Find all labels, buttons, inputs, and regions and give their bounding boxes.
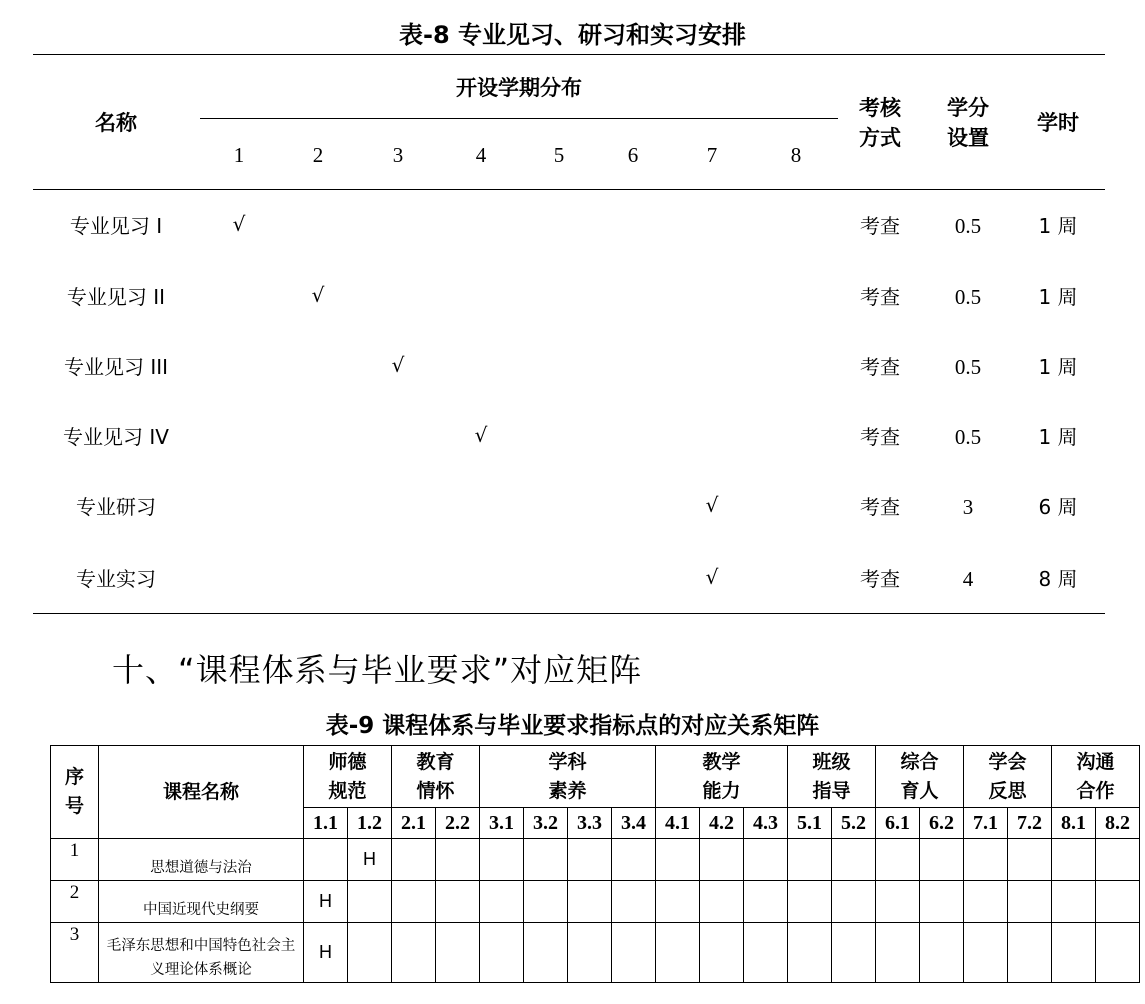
table9-matrix-cell xyxy=(348,881,392,923)
table8-semester-rule xyxy=(200,118,838,119)
table8-row-duration: 1 周 xyxy=(1038,285,1078,309)
table8-header-credits xyxy=(928,93,1008,153)
table8-row-credits: 4 xyxy=(962,567,974,591)
table9-indicator-header: 3.4 xyxy=(612,808,656,839)
table9-matrix-cell xyxy=(656,881,700,923)
table9-group-header xyxy=(964,746,1052,808)
table9-group-header xyxy=(876,746,964,808)
table8-row-check-mark: √ xyxy=(311,283,325,307)
table8-semester-header-7: 7 xyxy=(706,143,718,167)
table9-matrix-cell xyxy=(920,839,964,881)
table9-matrix-cell xyxy=(392,839,436,881)
table9-matrix-cell xyxy=(964,923,1008,983)
group-label-line2: 规范 xyxy=(328,779,367,802)
table9-group-header xyxy=(480,746,656,808)
table9-matrix-cell xyxy=(568,923,612,983)
table8-header-assessment xyxy=(840,93,920,153)
table9-matrix-cell xyxy=(920,923,964,983)
table8-row-name: 专业见习 III xyxy=(63,355,169,379)
table8-row-duration: 8 周 xyxy=(1038,567,1078,591)
group-label-line1: 教育 xyxy=(416,750,455,773)
table8-row-credits: 0.5 xyxy=(954,214,982,238)
table8-semester-header-1: 1 xyxy=(233,143,245,167)
assessment-line2: 方式 xyxy=(859,126,901,150)
group-label-line2: 合作 xyxy=(1076,779,1115,802)
table9-indicator-header: 1.2 xyxy=(348,808,392,839)
table9-group-header xyxy=(304,746,392,808)
table8-top-rule xyxy=(33,54,1105,55)
table9-matrix-cell xyxy=(876,839,920,881)
table9-row-course-name xyxy=(99,923,304,983)
table8-header-name: 名称 xyxy=(95,111,137,135)
table9-matrix-cell xyxy=(1052,839,1096,881)
table8-semester-header-8: 8 xyxy=(790,143,802,167)
table8-row-credits: 0.5 xyxy=(954,425,982,449)
table9-matrix-cell xyxy=(612,839,656,881)
table9-matrix-cell xyxy=(700,881,744,923)
table9-matrix-cell xyxy=(392,881,436,923)
group-label-line1: 师德 xyxy=(328,750,367,773)
table9-matrix-cell xyxy=(744,839,788,881)
table9-matrix-cell xyxy=(788,923,832,983)
table8-semester-header-4: 4 xyxy=(475,143,487,167)
table8-row-assessment: 考查 xyxy=(860,567,900,591)
table9-matrix-cell xyxy=(480,839,524,881)
group-label-line2: 能力 xyxy=(702,779,741,802)
table9-matrix-cell: H xyxy=(304,881,348,923)
table8-row-check-mark: √ xyxy=(705,493,719,517)
table8-header-rule xyxy=(33,189,1105,190)
table9-indicator-header: 4.2 xyxy=(700,808,744,839)
table9-matrix-cell xyxy=(1096,839,1140,881)
table8-row-name: 专业实习 xyxy=(76,567,156,591)
table9-row-course-name xyxy=(99,839,304,881)
table8-row-check-mark: √ xyxy=(474,423,488,447)
table9-matrix-cell xyxy=(788,839,832,881)
table8-row-assessment: 考查 xyxy=(860,495,900,519)
course-name-line1: 毛泽东思想和中国特色社会主 xyxy=(106,938,296,954)
table9-matrix-cell xyxy=(832,881,876,923)
table8-row-name: 专业见习 I xyxy=(69,214,163,238)
table8-row-assessment: 考查 xyxy=(860,425,900,449)
table9-matrix-cell xyxy=(1052,881,1096,923)
table9-matrix-cell xyxy=(832,923,876,983)
table9-matrix-cell xyxy=(1008,881,1052,923)
table9-indicator-header: 4.3 xyxy=(744,808,788,839)
table8-semester-header-3: 3 xyxy=(392,143,404,167)
course-name-line1: 思想道德与法治 xyxy=(150,860,252,876)
table8-row-duration: 1 周 xyxy=(1038,425,1078,449)
table9-title: 表-9 课程体系与毕业要求指标点的对应关系矩阵 xyxy=(325,713,820,739)
table8-semester-header-5: 5 xyxy=(553,143,565,167)
table9-matrix-cell xyxy=(480,923,524,983)
table9-group-header xyxy=(392,746,480,808)
table9-matrix-cell xyxy=(304,839,348,881)
table9-indicator-header: 8.2 xyxy=(1096,808,1140,839)
table8-row-assessment: 考查 xyxy=(860,285,900,309)
table8-header-semester-group: 开设学期分布 xyxy=(456,76,582,100)
table9-matrix-cell xyxy=(876,881,920,923)
table8-row-credits: 3 xyxy=(962,495,974,519)
table9-indicator-header: 2.1 xyxy=(392,808,436,839)
table9-matrix-cell xyxy=(1096,881,1140,923)
table9-matrix-cell xyxy=(964,881,1008,923)
table9-matrix-cell xyxy=(656,923,700,983)
group-label-line1: 学科 xyxy=(548,750,587,773)
credits-line1: 学分 xyxy=(947,96,989,120)
table9-matrix-cell xyxy=(524,839,568,881)
table9-matrix-cell xyxy=(1052,923,1096,983)
assessment-line1: 考核 xyxy=(859,96,901,120)
table8-row-duration: 1 周 xyxy=(1038,355,1078,379)
table9 xyxy=(50,745,1140,983)
table9-indicator-header: 8.1 xyxy=(1052,808,1096,839)
table9-matrix-cell xyxy=(436,923,480,983)
table8-row-name: 专业见习 II xyxy=(66,285,166,309)
table9-matrix-cell xyxy=(700,923,744,983)
table9-matrix-cell: H xyxy=(304,923,348,983)
table9-matrix-cell xyxy=(480,881,524,923)
table9-matrix-cell xyxy=(348,923,392,983)
table9-indicator-header: 6.1 xyxy=(876,808,920,839)
table9-matrix-cell xyxy=(436,881,480,923)
table9-row-course-name xyxy=(99,881,304,923)
group-label-line1: 综合 xyxy=(900,750,939,773)
table9-matrix-cell xyxy=(568,839,612,881)
table8-semester-header-6: 6 xyxy=(627,143,639,167)
table9-matrix-cell xyxy=(920,881,964,923)
table9-matrix-cell: H xyxy=(348,839,392,881)
table9-group-header xyxy=(1052,746,1140,808)
table9-indicator-header: 7.2 xyxy=(1008,808,1052,839)
seq-line1: 序 xyxy=(64,766,84,788)
table9-indicator-header: 5.2 xyxy=(832,808,876,839)
table9-row-seq: 2 xyxy=(51,881,99,923)
group-label-line2: 反思 xyxy=(988,779,1027,802)
table9-group-header xyxy=(656,746,788,808)
group-label-line2: 指导 xyxy=(812,779,851,802)
table9-matrix-cell xyxy=(1096,923,1140,983)
table9-indicator-header: 3.2 xyxy=(524,808,568,839)
group-label-line2: 情怀 xyxy=(416,779,455,802)
group-label-line1: 沟通 xyxy=(1076,750,1115,773)
table9-group-header xyxy=(788,746,876,808)
table9-matrix-cell xyxy=(612,881,656,923)
table9-matrix-cell xyxy=(744,881,788,923)
course-name-line2: 义理论体系概论 xyxy=(150,962,252,978)
table8-bottom-rule xyxy=(33,613,1105,614)
group-label-line2: 素养 xyxy=(548,779,587,802)
credits-line2: 设置 xyxy=(947,126,989,150)
table8-row-assessment: 考查 xyxy=(860,214,900,238)
table9-indicator-header: 3.1 xyxy=(480,808,524,839)
table8-row-check-mark: √ xyxy=(232,212,246,236)
table9-indicator-header: 5.1 xyxy=(788,808,832,839)
group-label-line1: 教学 xyxy=(702,750,741,773)
table9-matrix-cell xyxy=(656,839,700,881)
group-label-line1: 班级 xyxy=(812,750,851,773)
table-row xyxy=(51,923,1140,983)
table9-indicator-header: 1.1 xyxy=(304,808,348,839)
section-heading: 十、“课程体系与毕业要求”对应矩阵 xyxy=(112,651,643,689)
table9-indicator-header: 7.1 xyxy=(964,808,1008,839)
table9-header-course-name: 课程名称 xyxy=(99,746,304,839)
table9-header-seq xyxy=(51,746,99,839)
table-row xyxy=(51,839,1140,881)
table8-row-credits: 0.5 xyxy=(954,355,982,379)
table8-header-hours: 学时 xyxy=(1037,111,1079,135)
table8-row-credits: 0.5 xyxy=(954,285,982,309)
table9-row-seq: 3 xyxy=(51,923,99,983)
group-label-line2: 育人 xyxy=(900,779,939,802)
table-row xyxy=(51,881,1140,923)
table9-matrix-cell xyxy=(700,839,744,881)
table9-indicator-header: 6.2 xyxy=(920,808,964,839)
table9-matrix-cell xyxy=(788,881,832,923)
table9-row-seq: 1 xyxy=(51,839,99,881)
table9-matrix-cell xyxy=(612,923,656,983)
table9-matrix-cell xyxy=(876,923,920,983)
table9-matrix-cell xyxy=(524,881,568,923)
table9-matrix-cell xyxy=(1008,839,1052,881)
table9-matrix-cell xyxy=(744,923,788,983)
table8-semester-header-2: 2 xyxy=(312,143,324,167)
table9-matrix-cell xyxy=(524,923,568,983)
table8-row-check-mark: √ xyxy=(705,565,719,589)
table8-row-name: 专业见习 IV xyxy=(63,425,169,449)
table9-matrix-cell xyxy=(964,839,1008,881)
table9-matrix-cell xyxy=(436,839,480,881)
table8-row-name: 专业研习 xyxy=(76,495,156,519)
table9-matrix-cell xyxy=(832,839,876,881)
table8-title: 表-8 专业见习、研习和实习安排 xyxy=(398,21,746,49)
table8-row-check-mark: √ xyxy=(391,353,405,377)
table9-group-header-row xyxy=(51,746,1140,808)
table8-row-duration: 6 周 xyxy=(1038,495,1078,519)
table8-row-duration: 1 周 xyxy=(1038,214,1078,238)
table9-matrix-cell xyxy=(568,881,612,923)
table9-indicator-header: 4.1 xyxy=(656,808,700,839)
table9-indicator-header: 3.3 xyxy=(568,808,612,839)
seq-line2: 号 xyxy=(64,795,84,817)
table9-matrix-cell xyxy=(1008,923,1052,983)
table8-row-assessment: 考查 xyxy=(860,355,900,379)
table9-matrix-cell xyxy=(392,923,436,983)
table9-indicator-header: 2.2 xyxy=(436,808,480,839)
group-label-line1: 学会 xyxy=(988,750,1027,773)
course-name-line1: 中国近现代史纲要 xyxy=(143,902,259,918)
